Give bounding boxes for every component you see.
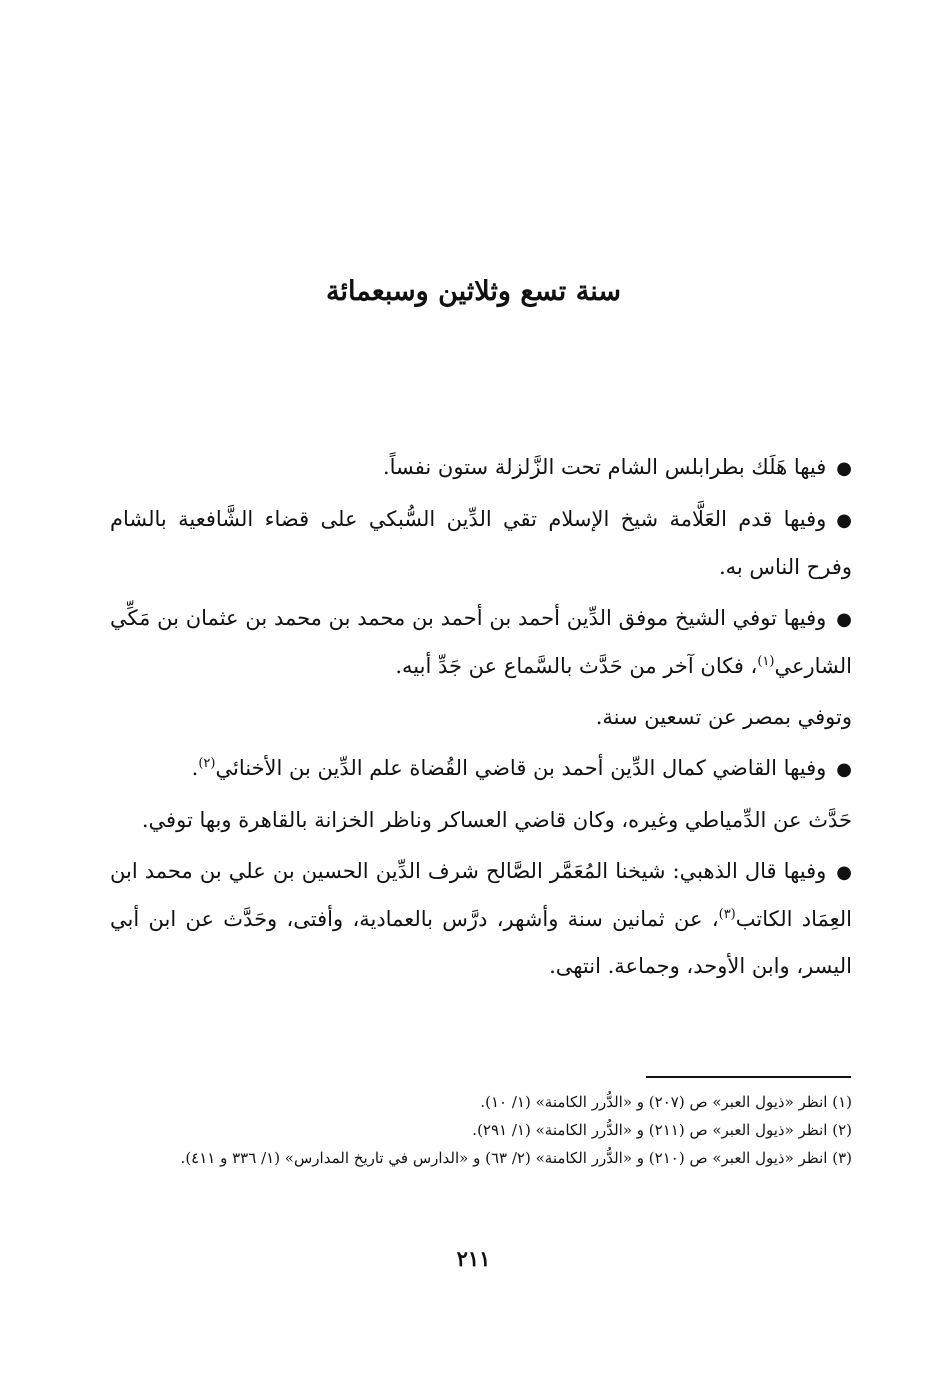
footnote-marker: (١) <box>757 654 775 669</box>
section-title: سنة تسع وثلاثين وسبعمائة <box>326 276 621 307</box>
paragraph-text: حَدَّث عن الدِّمياطي وغيره، وكان قاضي العساكر وناظر الخزانة بالقاهرة وبها توفي. <box>141 808 852 832</box>
paragraph-text-continued: ، عن ثمانين سنة وأشهر، درَّس بالعمادية، وأفتى، وحَدَّث عن ابن أبي اليسر، وابن الأوحد، وجماعة. انتهى. <box>110 907 852 978</box>
bullet-icon: ● <box>836 759 852 780</box>
bullet-icon: ● <box>836 458 852 479</box>
footnote-marker: (٣) <box>718 907 736 922</box>
paragraph-4 <box>110 694 852 741</box>
paragraph-7 <box>110 848 852 990</box>
paragraph-text: وفيها توفي الشيخ موفق الدِّين أحمد بن أحمد بن محمد بن محمد بن عثمان بن مَكِّي الشارعي <box>110 606 852 678</box>
paragraph-1 <box>110 444 852 492</box>
footnote-marker: (٢) <box>198 756 216 771</box>
paragraph-text: وفيها القاضي كمال الدِّين أحمد بن قاضي القُضاة علم الدِّين بن الأخنائي <box>215 756 827 780</box>
footnote-divider <box>646 1076 851 1078</box>
paragraph-text: وفيها قدم العَلَّامة شيخ الإسلام تقي الدِّين السُّبكي على قضاء الشَّافعية بالشام وفرح الناس به. <box>110 507 852 579</box>
footnote-3: (٣) انظر «ذيول العبر» ص (٢١٠) و «الدُّرر الكامنة» (٢/ ٦٣) و «الدارس في تاريخ المدارس» (١/ ٣٣٦ و ٤١١). <box>180 1149 852 1167</box>
footnote-1: (١) انظر «ذيول العبر» ص (٢٠٧) و «الدُّرر الكامنة» (١/ ١٠). <box>480 1093 852 1111</box>
page-number: ٢١١ <box>456 1246 491 1271</box>
paragraph-text-continued: ، فكان آخر من حَدَّث بالسَّماع عن جَدِّ أبيه. <box>395 654 758 678</box>
paragraph-text: فيها هَلَك بطرابلس الشام تحت الزَّلزلة ستون نفساً. <box>382 455 827 479</box>
footnote-2: (٢) انظر «ذيول العبر» ص (٢١١) و «الدُّرر الكامنة» (١/ ٢٩١). <box>472 1121 852 1139</box>
bullet-icon: ● <box>836 609 852 630</box>
paragraph-3 <box>110 595 852 690</box>
paragraph-text-continued: . <box>191 756 199 780</box>
body-text <box>110 444 852 994</box>
bullet-icon: ● <box>836 510 852 531</box>
paragraph-2 <box>110 496 852 591</box>
paragraph-text: وفيها قال الذهبي: شيخنا المُعَمَّر الصَّالح شرف الدِّين الحسين بن علي بن محمد ابن العِمَاد الكاتب <box>110 859 853 931</box>
bullet-icon: ● <box>836 862 852 883</box>
footnotes <box>110 1088 852 1172</box>
paragraph-5 <box>110 745 852 793</box>
paragraph-6 <box>110 797 852 844</box>
paragraph-text: وتوفي بمصر عن تسعين سنة. <box>595 705 852 729</box>
